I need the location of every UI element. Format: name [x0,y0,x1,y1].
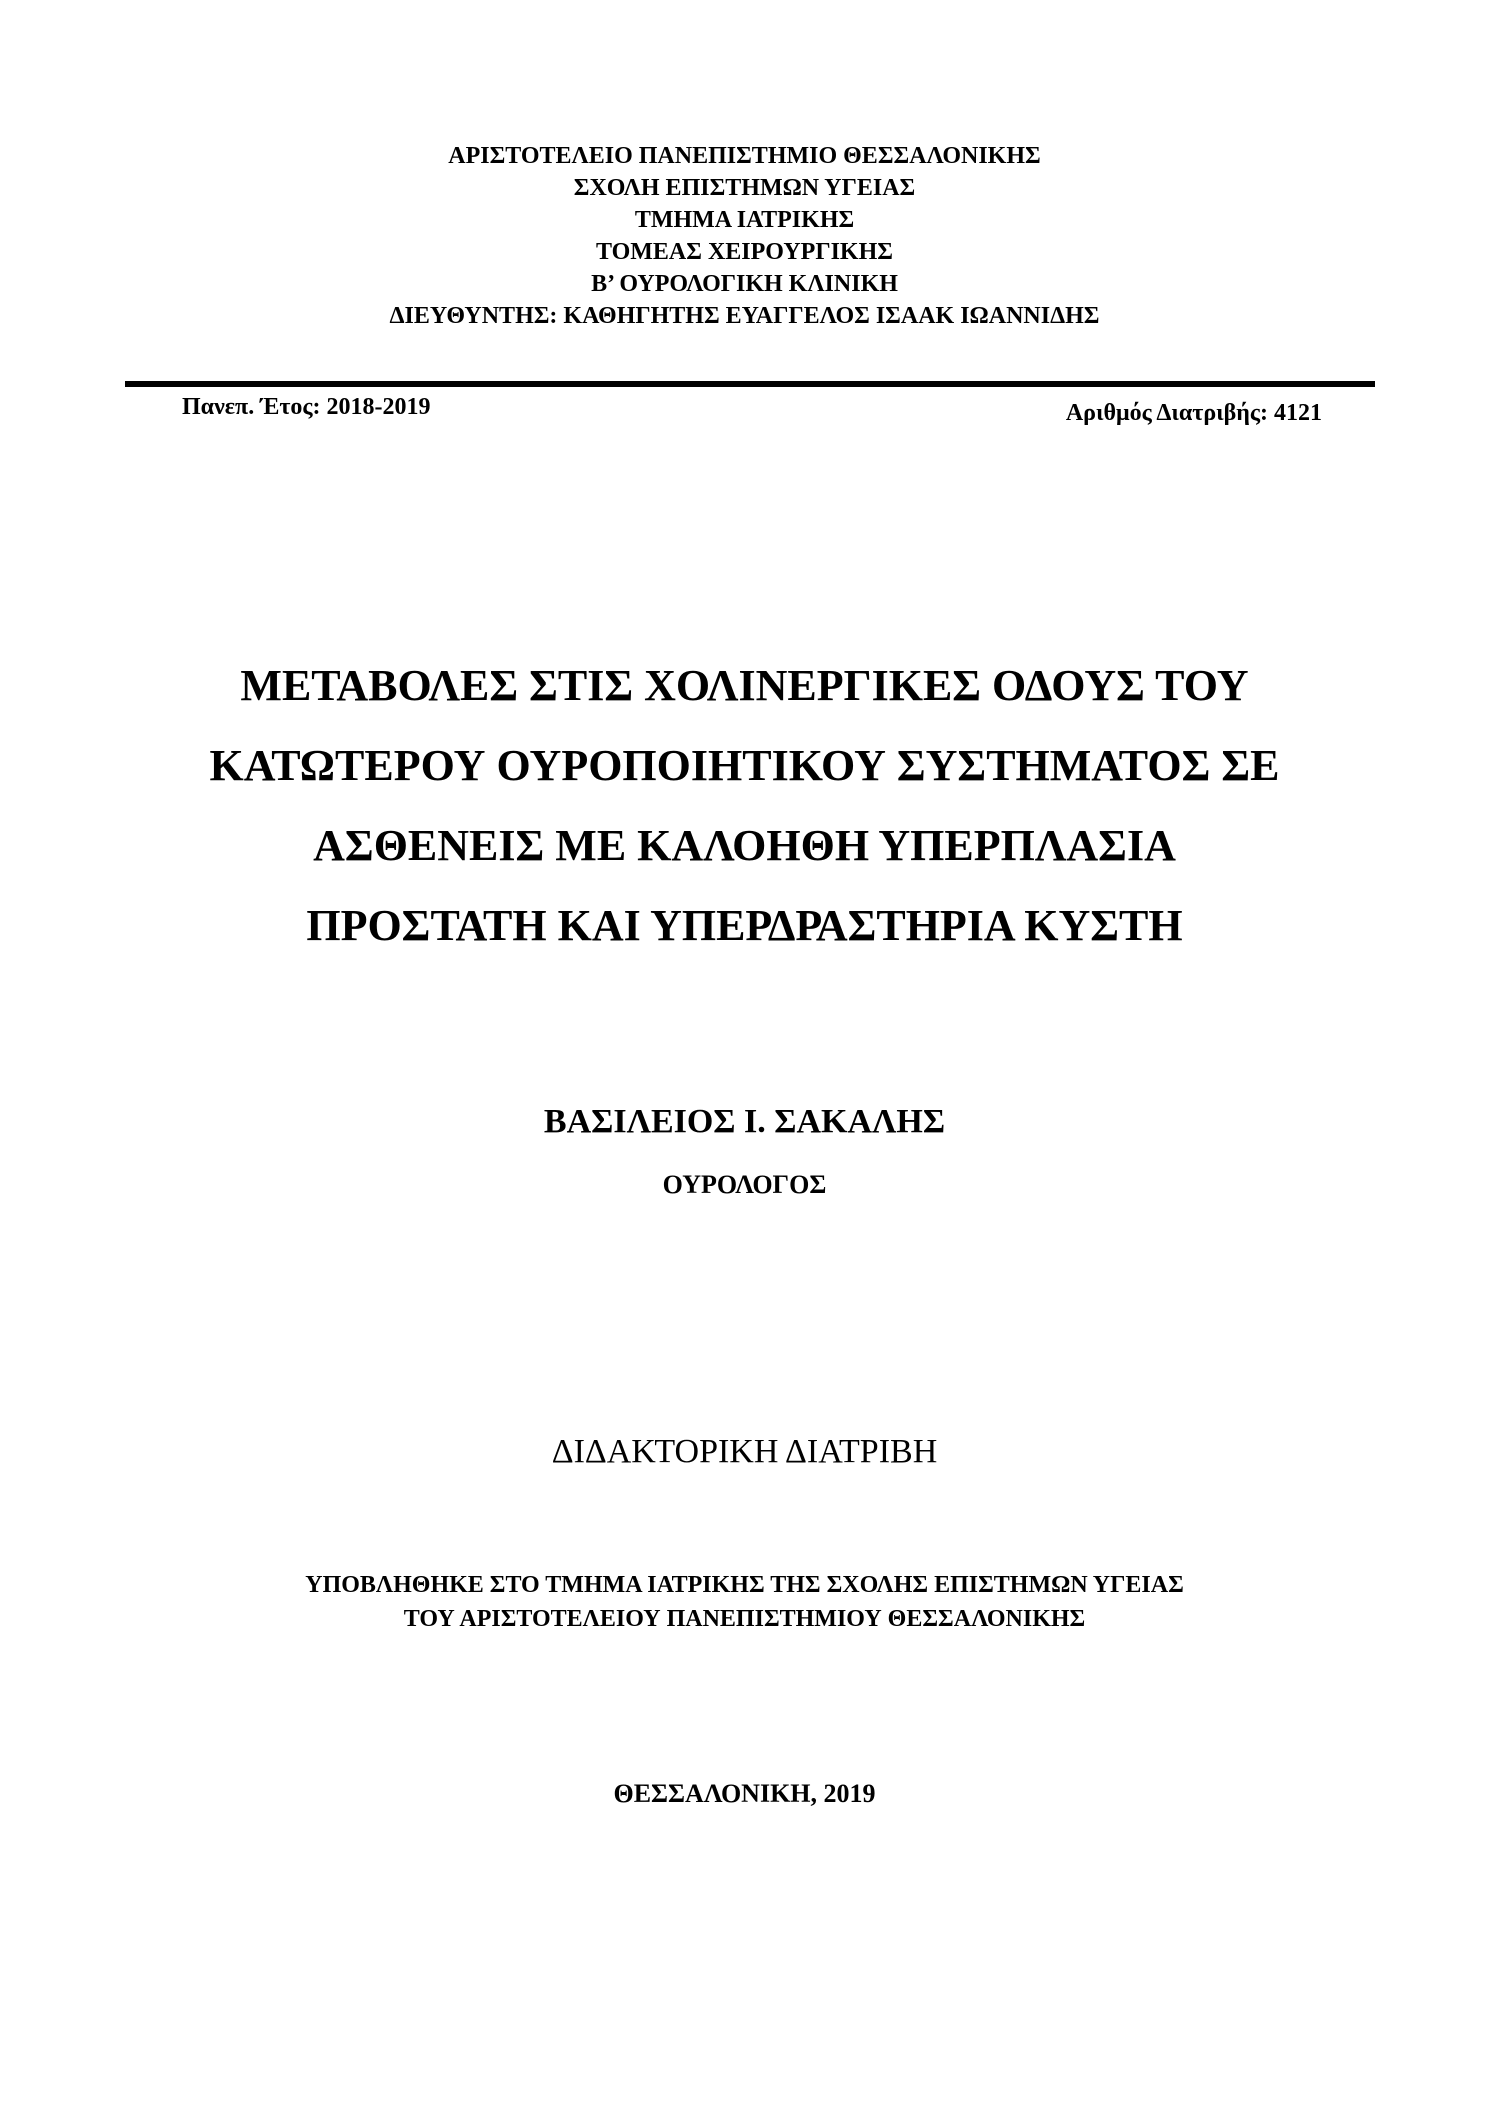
author-name: ΒΑΣΙΛΕΙΟΣ Ι. ΣΑΚΑΛΗΣ [543,1103,946,1140]
sector-name: ΤΟΜΕΑΣ ΧΕΙΡΟΥΡΓΙΚΗΣ [596,239,893,265]
institution-header [0,140,1489,332]
submission-line: ΤΟΥ ΑΡΙΣΤΟΤΕΛΕΙΟΥ ΠΑΝΕΠΙΣΤΗΜΙΟΥ ΘΕΣΣΑΛΟΝΙΚΗΣ [403,1606,1086,1632]
department-name: ΤΜΗΜΑ ΙΑΤΡΙΚΗΣ [634,207,855,233]
title-line: ΜΕΤΑΒΟΛΕΣ ΣΤΙΣ ΧΟΛΙΝΕΡΓΙΚΕΣ ΟΔΟΥΣ ΤΟΥ [240,661,1249,710]
place-and-date: ΘΕΣΣΑΛΟΝΙΚΗ, 2019 [613,1779,876,1808]
title-line: ΠΡΟΣΤΑΤΗ ΚΑΙ ΥΠΕΡΔΡΑΣΤΗΡΙΑ ΚΥΣΤΗ [306,901,1183,950]
thesis-number: Αριθμός Διατριβής: 4121 [1065,400,1322,426]
academic-year: Πανεπ. Έτος: 2018-2019 [182,394,431,420]
thesis-title [0,646,1489,966]
header-divider [125,381,1375,387]
document-type: ΔΙΔΑΚΤΟΡΙΚΗ ΔΙΑΤΡΙΒΗ [551,1433,938,1470]
school-name: ΣΧΟΛΗ ΕΠΙΣΤΗΜΩΝ ΥΓΕΙΑΣ [573,175,916,201]
author-role: ΟΥΡΟΛΟΓΟΣ [662,1170,827,1199]
clinic-name: Β’ ΟΥΡΟΛΟΓΙΚΗ ΚΛΙΝΙΚΗ [591,271,898,297]
submission-line: ΥΠΟΒΛΗΘΗΚΕ ΣΤΟ ΤΜΗΜΑ ΙΑΤΡΙΚΗΣ ΤΗΣ ΣΧΟΛΗΣ ΕΠΙΣΤΗΜΩΝ ΥΓΕΙΑΣ [305,1572,1184,1598]
university-name: ΑΡΙΣΤΟΤΕΛΕΙΟ ΠΑΝΕΠΙΣΤΗΜΙΟ ΘΕΣΣΑΛΟΝΙΚΗΣ [448,143,1041,169]
director-line: ΔΙΕΥΘΥΝΤΗΣ: ΚΑΘΗΓΗΤΗΣ ΕΥΑΓΓΕΛΟΣ ΙΣΑΑΚ ΙΩΑΝΝΙΔΗΣ [389,303,1100,329]
submission-statement [0,1568,1489,1636]
title-line: ΚΑΤΩΤΕΡΟΥ ΟΥΡΟΠΟΙΗΤΙΚΟΥ ΣΥΣΤΗΜΑΤΟΣ ΣΕ [209,741,1280,790]
title-line: ΑΣΘΕΝΕΙΣ ΜΕ ΚΑΛΟΗΘΗ ΥΠΕΡΠΛΑΣΙΑ [313,821,1176,870]
